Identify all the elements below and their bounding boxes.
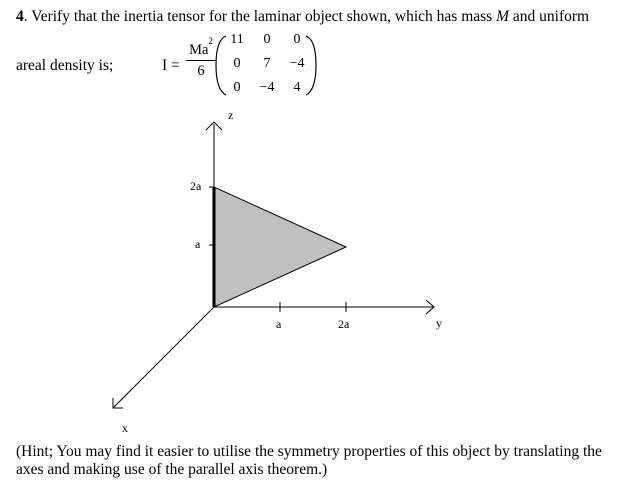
y-tick-label-a: a (276, 317, 282, 331)
matrix-cell: 0 (233, 80, 241, 95)
problem-text-part1: . Verify that the inertia tensor for the laminar object shown, which has mass (23, 8, 497, 25)
matrix-cell: 11 (230, 32, 244, 47)
hint-text: (Hint; You may find it easier to utilise the symmetry properties of this object by translating the axes and making use of the parallel axis theorem.) (16, 443, 602, 478)
matrix-cell: 7 (263, 56, 271, 71)
prefactor-exponent: 2 (208, 36, 213, 46)
matrix-cell: −4 (289, 56, 305, 71)
problem-statement-line2: areal density is; (16, 57, 114, 74)
problem-number: 4 (16, 8, 24, 25)
matrix-cell: 0 (233, 56, 241, 71)
matrix-cell: 4 (293, 80, 301, 95)
matrix-cell: 0 (263, 32, 271, 47)
z-tick-label-2a: 2a (190, 179, 202, 193)
y-tick-label-2a: 2a (338, 317, 350, 331)
matrix-left-paren (216, 36, 226, 95)
y-axis-label: y (436, 316, 442, 330)
problem-text-part2: and uniform (509, 8, 590, 25)
tensor-symbol: I = (162, 57, 180, 74)
prefactor-denominator: 6 (197, 62, 205, 79)
matrix-cell: −4 (259, 80, 275, 95)
mass-symbol: M (496, 8, 510, 25)
x-axis (113, 307, 214, 408)
matrix-right-paren (306, 36, 316, 95)
triangular-lamina (214, 187, 346, 307)
x-axis-label: x (122, 421, 128, 435)
z-tick-label-a: a (195, 237, 201, 251)
z-axis-label: z (228, 108, 234, 122)
matrix-cell: 0 (293, 32, 301, 47)
prefactor-numerator: Ma$^2$ (189, 36, 213, 58)
